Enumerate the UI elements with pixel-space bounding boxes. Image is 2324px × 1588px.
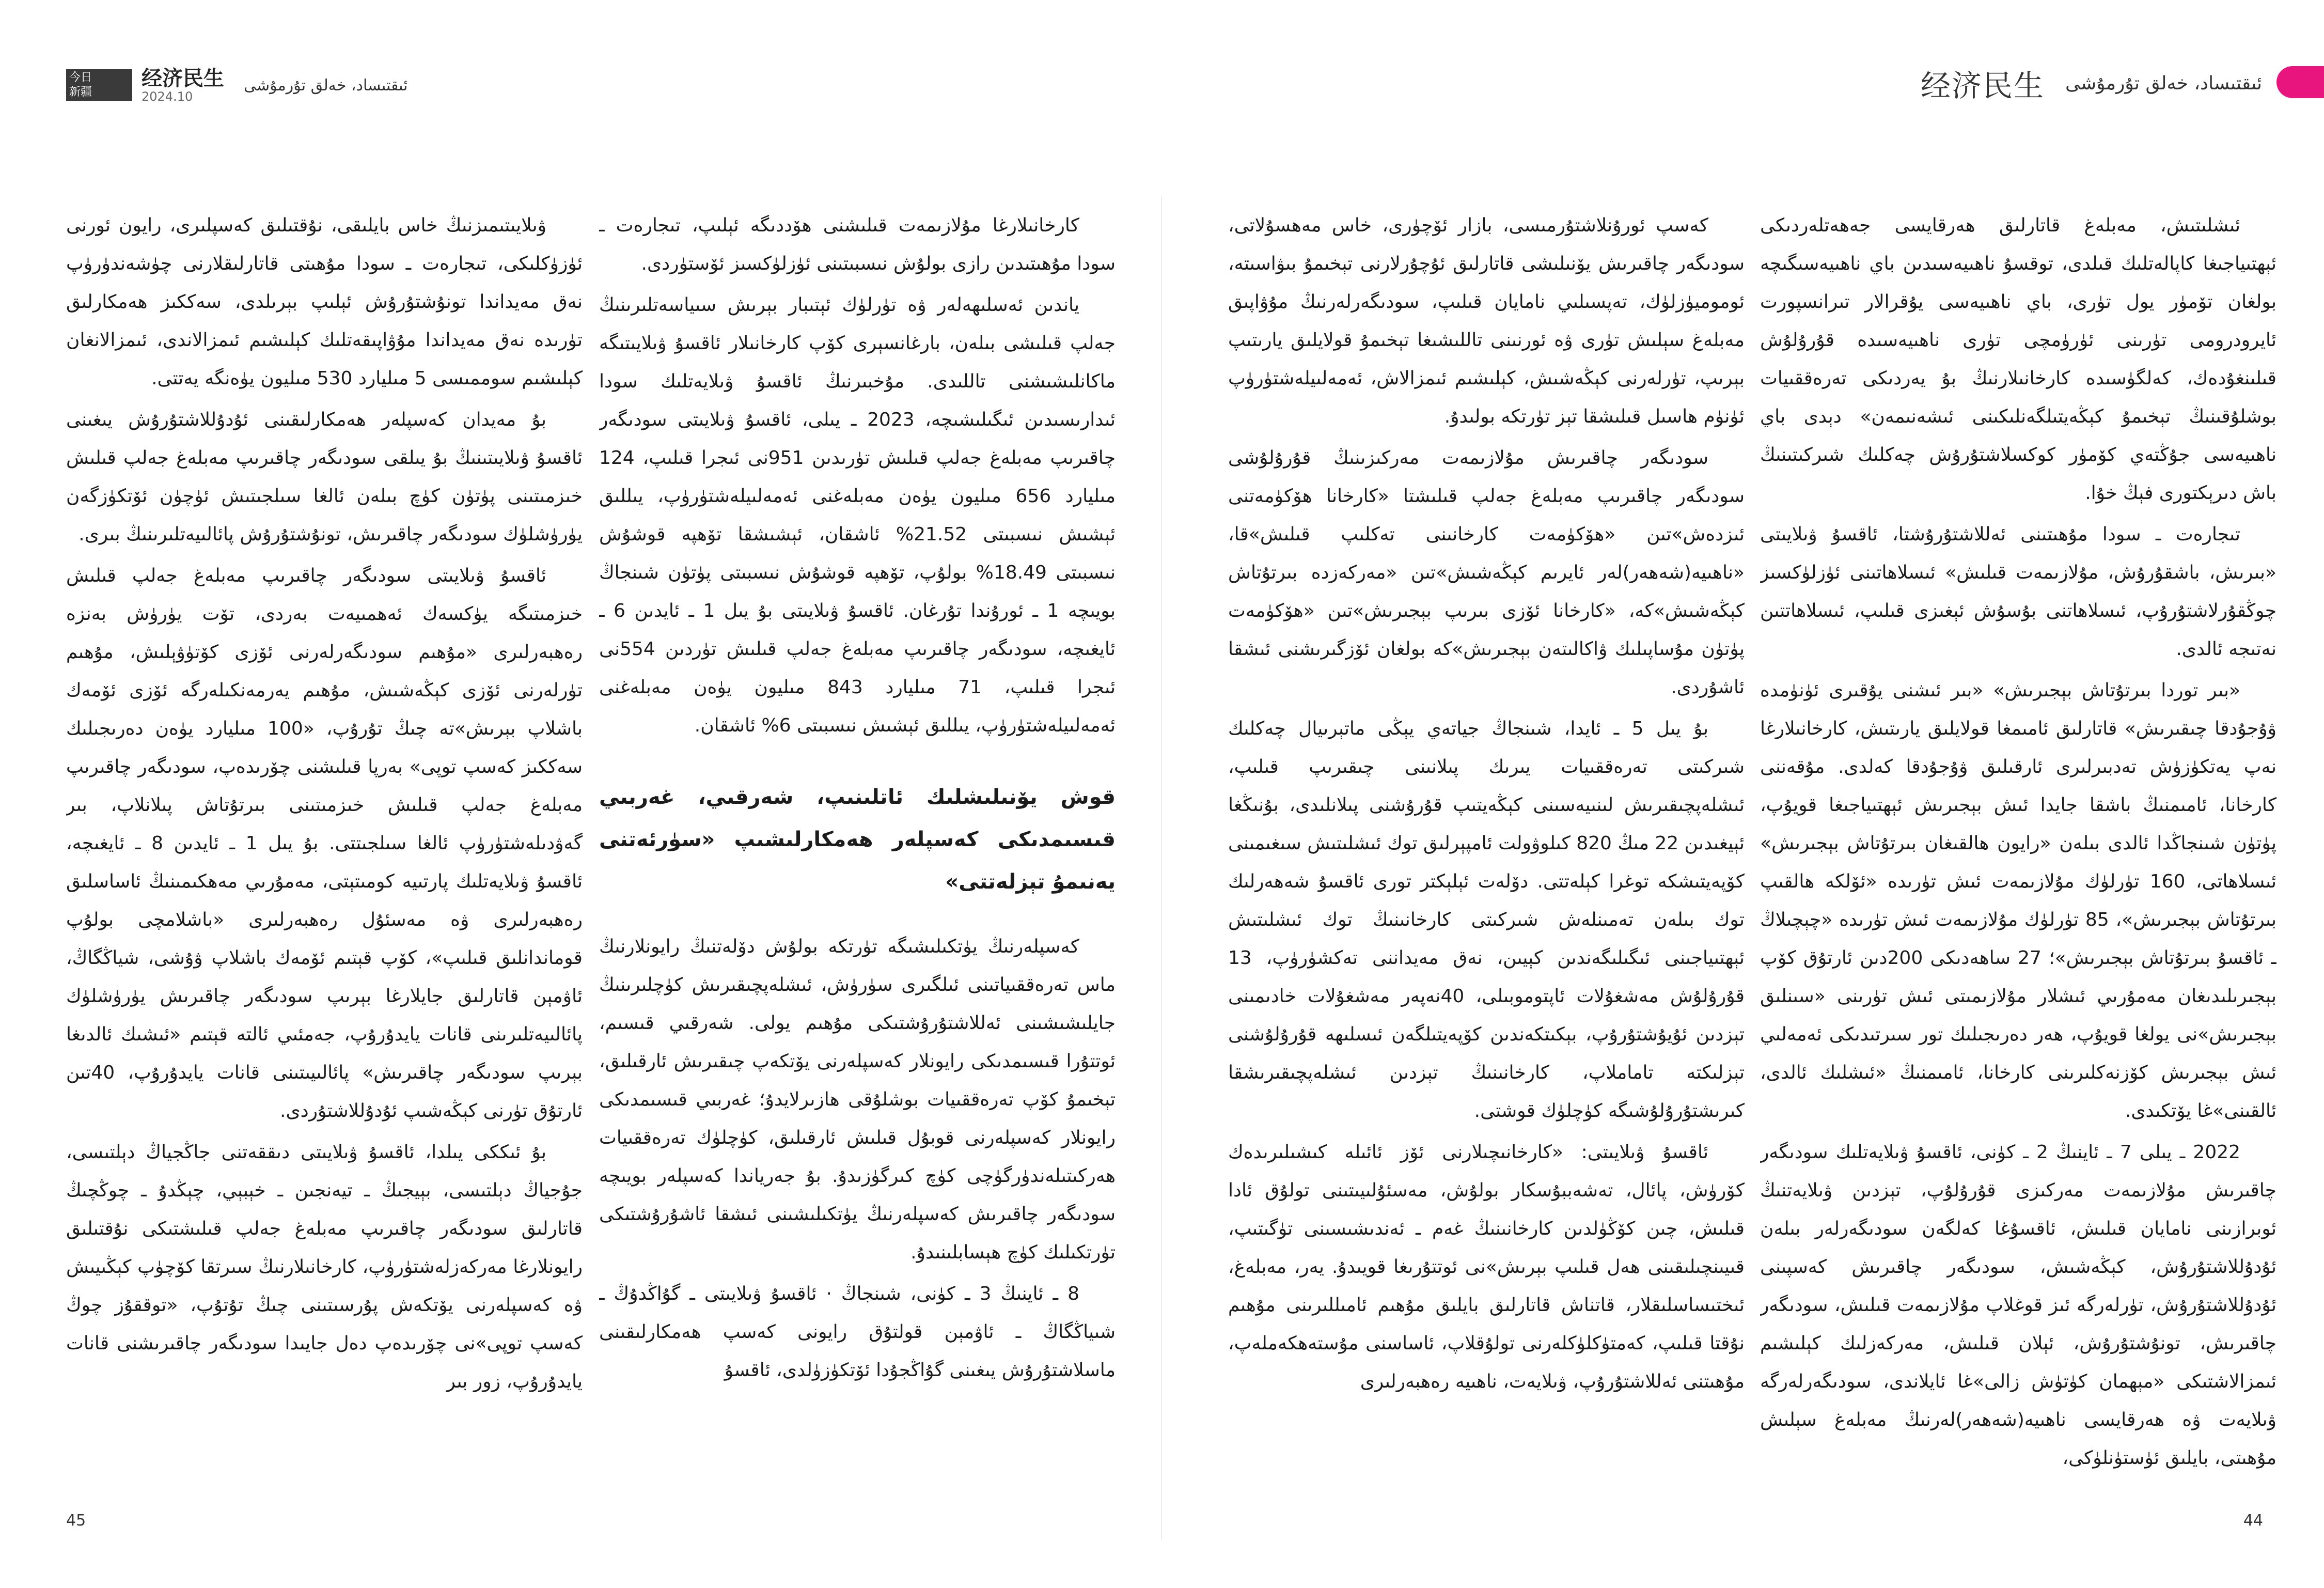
right-page-outer-column [1760, 207, 2276, 1529]
paragraph: كەسپلەرنىڭ يۈتكىلىشىگە تۈرتكە بولۇش دۆلەتنىڭ رايونلارنىڭ ماس تەرەققىياتىنى ئىلگىرى سۈرۈش، ئىشلەپچىقىرىش كۈچلىرىنىڭ جايلىشىشىنى ئەللاشتۇرۇشتىكى مۇھىم يولى. شەرقىي قىسىم، ئوتتۇرا قىسىمدىكى رايونلار كەسپلەرنى يۆتكەپ چىقىرىش ئارقىلىق، تېخىمۇ كۆپ تەرەققىيات بوشلۇقى ھازىرلايدۇ؛ غەربىي قىسىمدىكى رايونلار كەسپلەرنى قوبۇل قىلىش ئارقىلىق، كۈچلۈك تەرەققىيات ھەركىتىلەندۈرگۈچى كۈچ كىرگۈزىدۇ. بۇ جەرياندا كەسپلەر بويىچە سودىگەر چاقىرىش كەسپلەرنىڭ يۈتكىلىشىنى ئىشقا ئاشۇرۇشتىكى تۈرتكىلىك كۈچ ھېسابلىنىدۇ. [599, 936, 1116, 1263]
accent-tab [2276, 66, 2324, 98]
paragraph: 2022 ـ يىلى 7 ـ ئاينىڭ 2 ـ كۈنى، ئاقسۇ ۋىلايەتلىك سودىگەر چاقىرىش مۇلازىمەت مەركىزى قۇرۇلۇپ، تېزدىن ۋىلايەتنىڭ ئوبرازىنى نامايان قىلىش، ئاقسۇغا كەلگەن سودىگەرلەر بىلەن ئۇدۇللاشتۇرۇش، كېڭەشىش، سودىگەر چاقىرىش كەسپىنى ئۇدۇللاشتۇرۇش، تۈرلەرگە ئىز قوغلاپ مۇلازىمەت قىلىش، سودىگەر چاقىرىش، تونۇشتۇرۇش، ئېلان قىلىش، مەركەزلىك كېلىشىم ئىمزالاشتىكى «مېھمان كۈتۈش زالى»غا ئايلاندى، سودىگەرلەرگە ۋىلايەت ۋە ھەرقايسى ناھىيە(شەھەر)لەرنىڭ مەبلەغ سېلىش مۇھىتى، بايلىق ئۈستۈنلۈكى، [1760, 1142, 2276, 1469]
paragraph: ياندىن ئەسلىھەلەر ۋە تۈرلۈك ئېتىبار بېرىش سىياسەتلىرىنىڭ جەلپ قىلىشى بىلەن، بارغانسېرى كۆپ كارخانىلار ئاقسۇ ۋىلايىتىگە ماكانلىشىشنى تاللىدى. مۇخبىرنىڭ ئاقسۇ ۋىلايەتلىك سودا ئىدارىسىدىن ئىگىلىشىچە، 2023 ـ يىلى، ئاقسۇ ۋىلايىتى سودىگەر چاقىرىپ مەبلەغ جەلپ قىلىش تۈرىدىن 951نى ئىجرا قىلىپ، 124 مىليارد 656 مىليون يۈەن مەبلەغنى ئەمەلىيلەشتۈرۈپ، يىللىق ئېشىش نىسبىتى 21.52% ئاشقان، ئېشىشقا تۆھپە قوشۇش نىسبىتى 18.49% بولۇپ، تۆھپە قوشۇش نىسبىتى پۈتۈن شىنجاڭ بويىچە 1 ـ ئورۇندا تۇرغان. ئاقسۇ ۋىلايىتى بۇ يىل 1 ـ ئايدىن 6 ـ ئايغىچە، سودىگەر چاقىرىپ مەبلەغ جەلپ قىلىش تۈردىن 554نى ئىجرا قىلىپ، 71 مىليارد 843 مىليون يۈەن مەبلەغنى ئەمەلىيلەشتۈرۈپ، يىللىق ئېشىش نىسبىتى 6% ئاشقان. [599, 294, 1116, 736]
magazine-logo: 经济民生 [1920, 68, 2045, 103]
paragraph: سودىگەر چاقىرىش مۇلازىمەت مەركىزىنىڭ قۇرۇلۇشى سودىگەر چاقىرىپ مەبلەغ جەلپ قىلىشتا «كارخانا ھۆكۈمەتنى ئىزدەش»تىن «ھۆكۈمەت كارخانىنى تەكلىپ قىلىش»قا، «ناھىيە(شەھەر)لەر ئايرىم كېڭەشىش»تىن «مەركەزدە بىرتۇتاش كېڭەشىش»كە، «كارخانا ئۆزى بىرىپ بېجىرىش»تىن «ھۆكۈمەت پۈتۈن مۇساپىلىك ۋاكالىتەن بېجىرىش»كە بولغان ئۆزگىرىشنى ئىشقا ئاشۇردى. [1228, 447, 1745, 698]
paragraph: ئىشلىتىش، مەبلەغ قاتارلىق ھەرقايسى جەھەتلەردىكى ئېھتىياجىغا كاپالەتلىك قىلدى، توقسۇ ناھىيەسىدىن باي ناھىيەسىگىچە بولغان تۆمۈر يول تۈرى، باي ناھىيەسى يۇقرالار تىرانسپورت ئايرودرومى تۈرىنى ئۈرۈمچى تۈرى ناھىيەسىدە قۇرۇلۇش قىلىنغۇدەك، كەلگۈسىدە كارخانىلارنىڭ بۇ يەردىكى تەرەققىيات بوشلۇقىنىڭ تېخىمۇ كېڭەيتىلگەنلىكىنى ئىشەنىمەن» دېدى باي ناھىيەسى جۇڭتەي كۆمۈر كوكسلاشتۇرۇش چەكلىك شىركىتىنىڭ باش دىرېكتورى فېڭ خۇا. [1760, 215, 2276, 504]
section-subheading: قوش يۆنىلىشلىك ئاتلىنىپ، شەرقىي، غەربىي قىسىمدىكى كەسپلەر ھەمكارلىشىپ «سۈرئەتنى يەنىمۇ تېزلەتتى» [599, 785, 1116, 894]
badge-line-1: 今日 [69, 71, 92, 84]
page-number-right: 44 [2243, 1512, 2263, 1530]
issue-date: 2024.10 [142, 89, 193, 104]
paragraph: كارخانىلارغا مۇلازىمەت قىلىشنى ھۆددىگە ئېلىپ، تىجارەت ـ سودا مۇھىتىدىن رازى بولۇش نىسبىتىنى ئۈزلۈكسىز ئۆستۈردى. [599, 215, 1116, 274]
left-page-outer-column [66, 207, 583, 1529]
paragraph: كەسپ ئورۇنلاشتۇرمىسى، بازار ئۆچۈرى، خاس مەھسۇلاتى، سودىگەر چاقىرىش يۆنىلىشى قاتارلىق ئۇچۇرلارنى تېخىمۇ بىۋاسىتە، ئوموميۈزلۈك، تەپسىلىي نامايان قىلىپ، سودىگەرلەرنىڭ مۇۋاپىق مەبلەغ سېلىش تۈرى ۋە ئورنىنى تاللىشىغا تېخىمۇ قولايلىق يارىتىپ بېرىپ، تۈرلەرنى كېڭەشىش، كېلىشىم ئىمزالاش، ئەمەلىيلەشتۈرۈپ ئۈنۈم ھاسىل قىلىشقا تېز تۈرتكە بولىدۇ. [1228, 215, 1745, 427]
paragraph: ئاقسۇ ۋىلايىتى: «كارخانىچىلارنى ئۆز ئائىلە كىشىلىرىدەك كۆرۈش، پائال، تەشەببۇسكار بولۇش، مەسئۇلىيىتىنى تولۇق ئادا قىلىش، چىن كۆڭۈلدىن كارخانىنىڭ غەم ـ ئەندىشىسىنى تۈگىتىپ، قىيىنچىلىقىنى ھەل قىلىپ بېرىش»نى ئوتتۇرىغا قويىدۇ. يەر، مەبلەغ، ئىختىساسلىقلار، قاتناش قاتارلىق بايلىق مۇھىم ئامىللىرىنى مۇھىم نۇقتا قىلىپ، كەمتۈكلۈكلەرنى تولۇقلاپ، ئاساسنى مۇستەھكەملەپ، مۇھىتنى ئەللاشتۇرۇپ، ۋىلايەت، ناھىيە رەھبەرلىرى [1228, 1142, 1745, 1392]
paragraph: ئاقسۇ ۋىلايىتى سودىگەر چاقىرىپ مەبلەغ جەلپ قىلىش خىزمىتىگە يۈكسەك ئەھمىيەت بەردى، تۆت يۈرۈش بەنزە رەھبەرلىرى «مۇھىم سودىگەرلەرنى ئۆزى كۆتۈۋېلىش، مۇھىم تۈرلەرنى ئۆزى كېڭەشىش، مۇھىم يەرمەنكىلەرگە ئۆزى ئۆمەك باشلاپ بېرىش»تە چىڭ تۇرۇپ، «100 مىليارد يۈەن دەرىجىلىك سەككىز كەسپ توپى» بەرپا قىلىشنى چۆرىدەپ، سودىگەر چاقىرىپ مەبلەغ جەلپ قىلىش خىزمىتىنى بىرتۇتاش پىلانلاپ، بىر گەۋدىلەشتۈرۈپ ئالغا سىلجىتتى. بۇ يىل 1 ـ ئايدىن 8 ـ ئايغىچە، ئاقسۇ ۋىلايەتلىك پارتىيە كومىتېتى، مەمۇرىي مەھكىمىنىڭ ئاساسلىق رەھبەرلىرى ۋە مەسئۇل رەھبەرلىرى «باشلامچى بولۇپ قوماندانلىق قىلىپ»، كۆپ قېتىم ئۆمەك باشلاپ ۋۇشى، شياڭگاڭ، ئاۋمېن قاتارلىق جايلارغا بېرىپ سودىگەر چاقىرىش يۈرۈشلۈك پائالىيەتلىرىنى قانات يايدۇرۇپ، جەمئىي ئالتە قېتىم «ئىشىك ئالدىغا بېرىپ سودىگەر چاقىرىش» پائالىيىتىنى قانات يايدۇرۇپ، 40تىن ئارتۇق تۈرنى كېڭەشىپ ئۇدۇللاشتۇردى. [66, 565, 583, 1122]
magazine-name: 经济民生 [142, 66, 224, 90]
magazine-block [142, 67, 224, 103]
issue-badge [66, 69, 132, 101]
paragraph: «بىر توردا بىرتۇتاش بېجىرىش» «بىر ئىشنى يۇقىرى ئۈنۈمدە ۋۇجۇدقا چىقىرىش» قاتارلىق ئامىمغا قولايلىق يارىتىش، كارخانىلارغا نەپ يەتكۈزۈش تەدبىرلىرى ئارقىلىق ۋۇجۇدقا كەلدى. مۇقەننى كارخانا، ئامىمنىڭ باشقا جايدا ئىش بېجىرىش ئېھتىياجىغا قويۇپ، پۈتۈن شىنجاڭدا ئالدى بىلەن «رايون ھالقىغان بىرتۇتاش بېجىرىش» ئىسلاھاتى، 160 تۈرلۈك مۇلازىمەت ئىش تۈرىدە «ئۆلكە ھالقىپ بىرتۇتاش بېجىرىش»، 85 تۈرلۈك مۇلازىمەت ئىش تۈرىدە «چېچىلاڭ ـ ئاقسۇ بىرتۇتاش بېجىرىش»؛ 27 ساھەدىكى 200دىن ئارتۇق كۆپ بېجىرىلىدىغان مەمۇرىي ئىشلار مۇلازىمىتى ئىش تۈرىنى «سىنلىق بېجىرىش»نى يولغا قويۇپ، ھەر دەرىجىلىك تور سىرتىدىكى ئەمەلىي ئىش بېجىرىش كۆزنەكلىرىنى كارخانا، ئامىمنىڭ «ئىشلىك ئالدى، ئالقىنى»غا يۆتكىدى. [1760, 680, 2276, 1122]
page-number-left: 45 [66, 1512, 86, 1530]
right-page-inner-column [1228, 207, 1745, 1529]
paragraph: 8 ـ ئاينىڭ 3 ـ كۈنى، شىنجاڭ · ئاقسۇ ۋىلايىتى ـ گۇاڭدۇڭ ـ شىياڭگاڭ ـ ئاۋمېن قولتۇق رايونى كەسپ ھەمكارلىقىنى ماسلاشتۇرۇش يىغىنى گۇاڭجۇدا ئۆتكۈزۈلدى، ئاقسۇ [599, 1283, 1116, 1381]
paragraph: بۇ مەيدان كەسپلەر ھەمكارلىقىنى ئۇدۇللاشتۇرۇش يىغىنى ئاقسۇ ۋىلايىتىنىڭ بۇ يىلقى سودىگەر چاقىرىپ مەبلەغ جەلپ قىلىش خىزمىتىنى پۈتۈن كۈچ بىلەن ئالغا سىلجىتىش ئۈچۈن ئۆتكۈزگەن يۈرۈشلۈك سودىگەر چاقىرىش، تونۇشتۇرۇش پائالىيەتلىرىنىڭ بىرى. [66, 409, 583, 545]
right-running-header [1921, 65, 2262, 101]
section-title-right: ئىقتىساد، خەلق تۇرمۇشى [2065, 72, 2262, 94]
paragraph: بۇ ئىككى يىلدا، ئاقسۇ ۋىلايىتى دىققەتنى جاڭجياڭ دېلتىسى، جۇجياڭ دېلتىسى، بېيجىڭ ـ تيەنجىن ـ خېبېي، چېڭدۇ ـ چوڭچىڭ قاتارلىق سودىگەر چاقىرىپ مەبلەغ جەلپ قىلىشتىكى نۇقتىلىق رايونلارغا مەركەزلەشتۈرۈپ، كارخانىلارنىڭ سىرتقا كۆچۈپ كېڭىيىش ۋە كەسپلەرنى يۆتكەش پۇرسىتىنى چىڭ تۇتۇپ، «توققۇز چوڭ كەسپ توپى»نى چۆرىدەپ دەل جايىدا سودىگەر چاقىرىشنى قانات يايدۇرۇپ، زور بىر [66, 1142, 583, 1392]
paragraph: تىجارەت ـ سودا مۇھىتىنى ئەللاشتۇرۇشتا، ئاقسۇ ۋىلايىتى «بىرىش، باشقۇرۇش، مۇلازىمەت قىلىش» ئىسلاھاتىنى ئۈزلۈكسىز چوڭقۇرلاشتۇرۇپ، ئىسلاھاتنى بۇسۇش ئېغىزى قىلىپ، ئىسلاھاتتىن نەتىجە ئالدى. [1760, 524, 2276, 660]
page-gutter [1161, 196, 1162, 1539]
left-page-inner-column [599, 207, 1116, 1529]
paragraph: بۇ يىل 5 ـ ئايدا، شىنجاڭ جياتەي يېڭى ماتېرىيال چەكلىك شىركىتى تەرەققىيات يىرىك پىلانىنى چىقىرىپ قىلىپ، ئىشلەپچىقىرىش لىنىيەسىنى كېڭەيتىپ قۇرۇشنى پىلانلىدى، بۇنىڭغا ئېيغىدىن 22 مىڭ 820 كىلوۋولت ئامپېرلىق توك ئىشلىتىش سىغىمىنى كۆپەيتىشكە توغرا كېلەتتى. دۆلەت ئېلېكتر تورى ئاقسۇ شەھەرلىك توك بىلەن تەمىنلەش شىركىتى كارخانىنىڭ توك ئىشلىتىش ئېھتىياجىنى ئىگىلىگەندىن كېيىن، نەق مەيداننى تەكشۈرۈپ، 13 قۇرۇلۇش مەشغۇلات ئاپتوموبىلى، 40نەپەر مەشغۇلات خادىمىنى تېزدىن ئۇيۇشتۇرۇپ، بېكىتكەندىن كۆپەيتىلگەن ئىسلىھە قۇرۇلۇشنى تېزلىكتە تاماملاپ، كارخانىنىڭ تېزدىن ئىشلەپچىقىرىشقا كىرىشتۇرۇلۇشىگە كۈچلۈك قوشتى. [1228, 718, 1745, 1122]
badge-line-2: 新疆 [69, 86, 92, 99]
section-title-left: ئىقتىساد، خەلق تۇرمۇشى [244, 76, 408, 95]
paragraph: ۋىلايىتىمىزنىڭ خاس بايلىقى، نۇقتىلىق كەسپلىرى، رايون ئورنى ئۈزۈكلىكى، تىجارەت ـ سودا مۇھىتى قاتارلىقلارنى چۈشەندۈرۈپ نەق مەيداندا تونۇشتۇرۇش ئېلىپ بېرىلدى، سەككىز ھەمكارلىق تۈرىدە نەق مەيداندا مۇۋاپىقەتلىك كېلىشىم ئىمزالاندى، ئىمزالانغان كېلىشىم سوممىسى 5 مىليارد 530 مىليون يۈەنگە يەتتى. [66, 215, 583, 389]
left-running-header [66, 66, 408, 104]
